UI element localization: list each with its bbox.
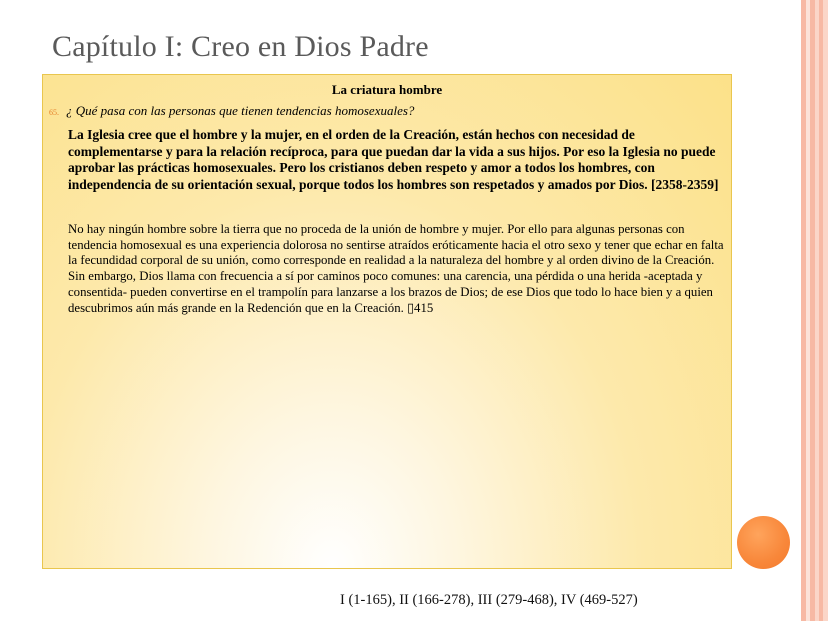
side-stripe	[819, 0, 823, 621]
content-panel	[42, 74, 732, 569]
question-text: ¿ Qué pasa con las personas que tienen tendencias homosexuales?	[66, 103, 415, 118]
answer-text: La Iglesia cree que el hombre y la mujer, en el orden de la Creación, están hechos con necesidad de complementarse y para la relación recíproca, para que puedan dar la vida a sus hijos. Por eso la Iglesia no puede aprobar las prácticas homosexuales. Pero los cristianos deben respeto y amor a todos los hombres, con independencia de su orientación sexual, porque todos los hombres son respetados y amados por Dios. [2358-2359]	[68, 127, 719, 192]
explanation-text: No hay ningún hombre sobre la tierra que no proceda de la unión de hombre y mujer. Por ello para algunas personas con tendencia homosexual es una experiencia dolorosa no sentirse atraídos eróticamente hacia el otro sexo y tener que echar en falta la fecundidad corporal de su unión, como corresponde en realidad a la naturaleza del hombre y al orden divino de la Creación. Sin embargo, Dios llama con frecuencia a sí por caminos poco comunes: una carencia, una pérdida o una herida -aceptada y consentida- pueden convertirse en el trampolín para lanzarse a los brazos de Dios; de ese Dios que todo lo hace bien y a quien descubrimos aún más grande en la Redención que en la Creación. ▯415	[68, 222, 724, 315]
question-number: 65.	[49, 108, 59, 117]
slide-title: Capítulo I: Creo en Dios Padre	[52, 30, 429, 63]
decorative-circle	[737, 516, 790, 569]
panel-heading: La criatura hombre	[331, 82, 443, 97]
footer-chapter-ranges: I (1-165), II (166-278), III (279-468), IV (469-527)	[340, 592, 638, 608]
